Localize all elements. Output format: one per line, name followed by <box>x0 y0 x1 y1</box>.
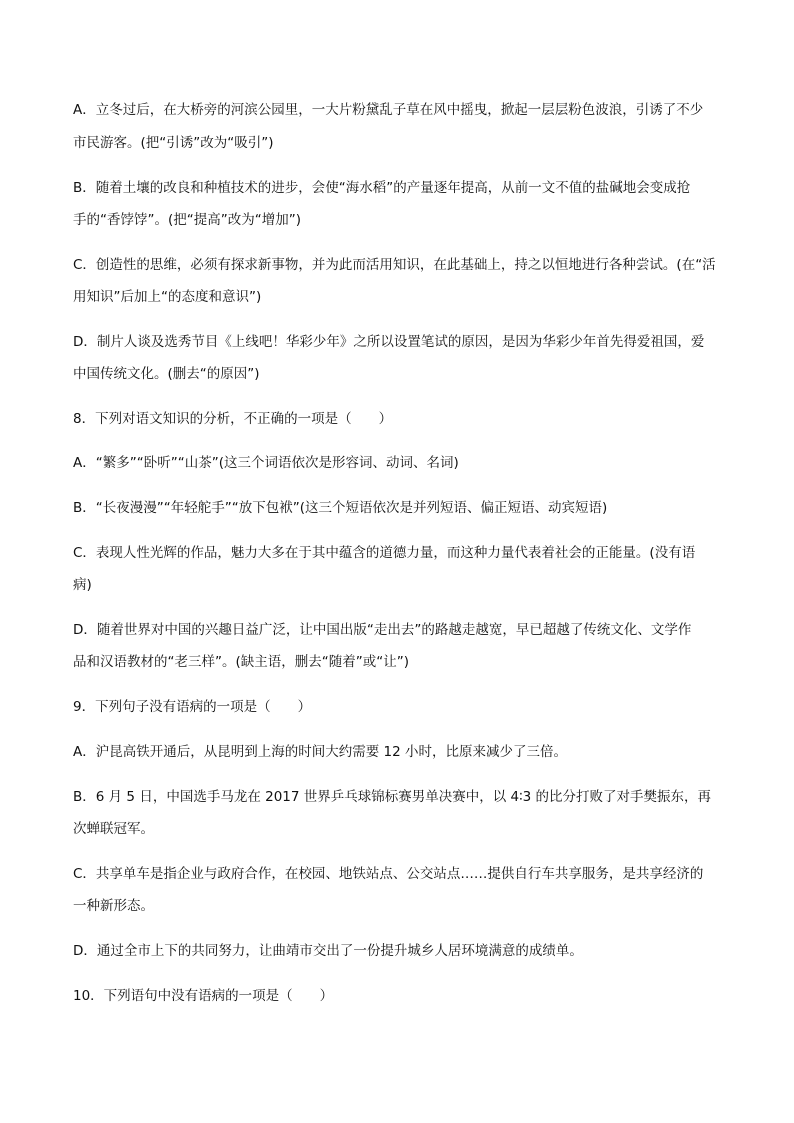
option-9b-line-2: 次蝉联冠军。 <box>73 821 154 837</box>
option-8c-line-1: C．表现人性光辉的作品，魅力大多在于其中蕴含的道德力量，而这种力量代表着社会的正能量。(没有语 <box>73 545 696 561</box>
option-8c-line-2: 病) <box>73 577 92 593</box>
option-8a: A．“繁多”“卧听”“山茶”(这三个词语依次是形容词、动词、名词) <box>73 455 459 471</box>
option-8b: B．“长夜漫漫”“年轻舵手”“放下包袱”(这三个短语依次是并列短语、偏正短语、动宾短语) <box>73 500 608 516</box>
option-7c-line-2: 用知识”后加上“的态度和意识”) <box>73 289 262 305</box>
option-7b-line-1: B．随着土壤的改良和种植技术的进步，会使“海水稻”的产量逐年提高，从前一文不值的盐碱地会变成抢 <box>73 180 691 196</box>
option-9c-line-2: 一种新形态。 <box>73 898 154 914</box>
option-7b-line-2: 手的“香饽饽”。(把“提高”改为“增加”) <box>73 212 301 228</box>
option-9a: A．沪昆高铁开通后，从昆明到上海的时间大约需要 12 小时，比原来减少了三倍。 <box>73 744 567 760</box>
option-7a-line-1: A．立冬过后，在大桥旁的河滨公园里，一大片粉黛乱子草在风中摇曳，掀起一层层粉色波浪，引诱了不少 <box>73 102 704 118</box>
option-9c-line-1: C．共享单车是指企业与政府合作，在校园、地铁站点、公交站点……提供自行车共享服务，是共享经济的 <box>73 866 704 882</box>
option-8d-line-1: D．随着世界对中国的兴趣日益广泛，让中国出版“走出去”的路越走越宽，早已超越了传统文化、文学作 <box>73 622 692 638</box>
question-10-stem: 10．下列语句中没有语病的一项是（ ） <box>73 988 334 1004</box>
option-8d-line-2: 品和汉语教材的“老三样”。(缺主语，删去“随着”或“让”) <box>73 654 409 670</box>
option-7d-line-1: D．制片人谈及选秀节目《上线吧！华彩少年》之所以设置笔试的原因，是因为华彩少年首先得爱祖国，爱 <box>73 334 705 350</box>
option-7c-line-1: C．创造性的思维，必须有探求新事物，并为此而活用知识，在此基础上，持之以恒地进行各种尝试。(在“活 <box>73 257 716 273</box>
option-7a-line-2: 市民游客。(把“引诱”改为“吸引”) <box>73 135 274 151</box>
question-8-stem: 8．下列对语文知识的分析，不正确的一项是（ ） <box>73 411 393 427</box>
option-9d: D．通过全市上下的共同努力，让曲靖市交出了一份提升城乡人居环境满意的成绩单。 <box>73 943 583 959</box>
question-9-stem: 9．下列句子没有语病的一项是（ ） <box>73 699 312 715</box>
option-9b-line-1: B．6 月 5 日，中国选手马龙在 2017 世界乒乓球锦标赛男单决赛中，以 4∶3 的比分打败了对手樊振东，再 <box>73 789 712 805</box>
option-7d-line-2: 中国传统文化。(删去“的原因”) <box>73 366 260 382</box>
